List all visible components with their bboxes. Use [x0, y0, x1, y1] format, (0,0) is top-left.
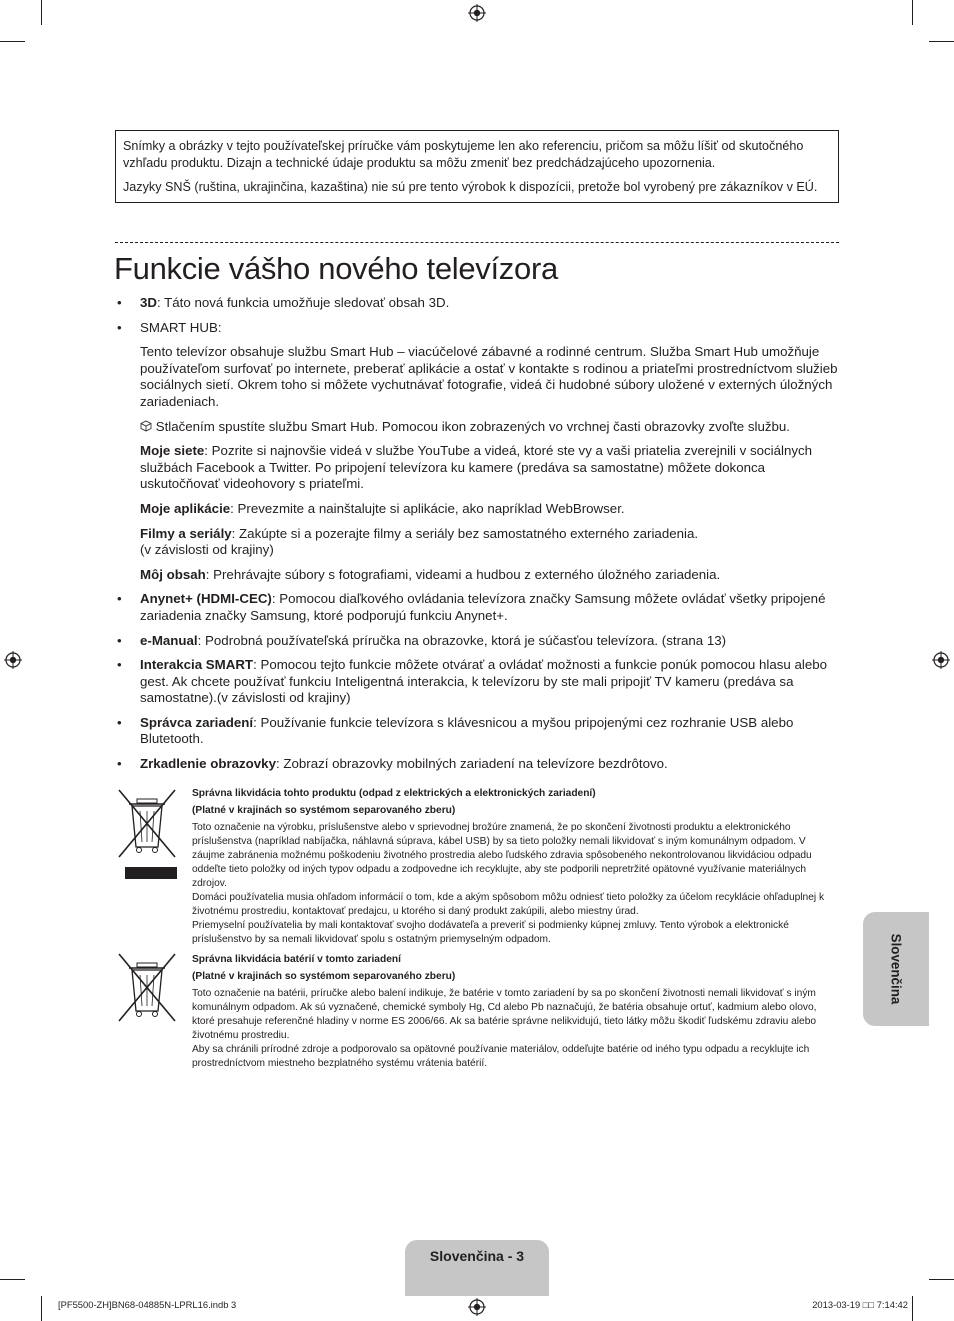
smart-hub-moje-aplikacie: [140, 501, 840, 518]
page-number-tab: [405, 1240, 549, 1296]
notice-paragraph: Toto označenie na výrobku, príslušenstve alebo v sprievodnej brožúre znamená, že po skončení životnosti produktu a elektronického príslušenstva (napríklad nabíjačka, náhlavná súprava, kábel USB) by sa tieto položky nemali likvidovať s iným komunálnym odpadom. V záujme zabránenia možnému poškodeniu životného prostredia alebo ľudského zdravia spôsobeného nekontrolovanou likvidáciou odpadu oddeľte tieto položky od iných typov odpadu a zodpovedne ich recyklujte, aby ste podporili nepretržité opätovné využívanie materiálnych zdrojov.: [192, 822, 812, 889]
crop-mark: [0, 41, 25, 42]
crossed-out-bin-icon: [115, 953, 179, 1025]
page-title: Funkcie vášho nového televízora: [114, 251, 558, 286]
feature-text: :: [217, 319, 222, 335]
feature-text: : Pomocou tejto funkcie môžete otvárať a ovládať možnosti a funkcie ponúk pomocou hlasu alebo gest. Ak chcete používať funkciu Inteligentná interakcia, k televízoru by ste mali pripojiť TV kameru (predáva sa samostatne).(v závislosti od krajiny): [140, 657, 828, 706]
language-side-tab: [863, 912, 929, 1026]
disclaimer-paragraph: Jazyky SNŠ (ruština, ukrajinčina, kazaština) nie sú pre tento výrobok k dispozícii, pretože bol vyrobený pre zákazníkov v EÚ.: [123, 180, 818, 195]
notice-subheading: (Platné v krajinách so systémom separovaného zberu): [192, 971, 456, 982]
crossed-out-bin-icon: [115, 787, 179, 881]
bullet: •: [117, 632, 122, 648]
bullet: •: [117, 319, 122, 335]
smart-hub-moj-obsah: [140, 567, 840, 584]
battery-disposal-notice: [115, 953, 840, 1071]
subfeature-term: Môj obsah: [140, 566, 206, 582]
language-label: Slovenčina: [888, 933, 904, 1005]
feature-zrkadlenie: [115, 756, 840, 773]
subfeature-text: : Zakúpte si a pozerajte filmy a seriály bez samostatného externého zariadenia.: [231, 525, 699, 541]
crop-mark: [41, 0, 42, 25]
subfeature-term: Filmy a seriály: [140, 525, 232, 541]
print-footer-timestamp: 2013-03-19 □□ 7:14:42: [812, 1299, 908, 1310]
crop-mark: [0, 1279, 25, 1280]
bullet: •: [117, 756, 122, 772]
bullet: •: [117, 591, 122, 607]
feature-text: : Podrobná používateľská príručka na obrazovke, ktorá je súčasťou televízora. (strana 13): [197, 632, 727, 648]
smart-hub-instruction: [140, 419, 840, 436]
smart-hub-instruction-text: Stlačením spustíte službu Smart Hub. Pomocou ikon zobrazených vo vrchnej časti obrazovky zvoľte službu.: [155, 418, 790, 434]
feature-term: Interakcia SMART: [140, 657, 254, 673]
print-footer-file: [PF5500-ZH]BN68-04885N-LPRL16.indb 3: [58, 1299, 237, 1310]
feature-interakcia-smart: [115, 657, 840, 707]
notice-paragraph: Priemyselní používatelia by mali kontaktovať svojho dodávateľa a preveriť si podmienky kúpnej zmluvy. Tento výrobok a elektronické príslušenstvo by sa nemali likvidovať spolu s ostatným priemyselným odpadom.: [192, 920, 789, 945]
product-disposal-notice: [115, 787, 840, 947]
feature-spravca-zariadeni: [115, 715, 840, 748]
subfeature-text: : Prevezmite a nainštalujte si aplikácie, ako napríklad WebBrowser.: [230, 500, 625, 516]
smart-hub-button-icon: [140, 420, 152, 432]
notice-heading: Správna likvidácia batérií v tomto zariadení: [192, 954, 401, 965]
disclaimer-box: [115, 130, 839, 203]
feature-text: : Pomocou diaľkového ovládania televízora značky Samsung môžete ovládať všetky pripojené zariadenia značky Samsung, ktoré podporujú funkciu Anynet+.: [140, 591, 826, 623]
subfeature-text: : Prehrávajte súbory s fotografiami, videami a hudbou z externého úložného zariadenia.: [205, 566, 721, 582]
feature-term: Anynet+ (HDMI-CEC): [140, 591, 272, 607]
notice-heading: Správna likvidácia tohto produktu (odpad z elektrických a elektronických zariadení): [192, 788, 596, 799]
feature-anynet: [115, 591, 840, 624]
smart-hub-filmy: [140, 526, 840, 559]
registration-mark-icon: [4, 651, 22, 669]
feature-term: 3D: [140, 295, 157, 310]
subfeature-text: : Pozrite si najnovšie videá v službe YouTube a videá, ktoré ste vy a vaši priatelia zverejnili v sociálnych službách Facebook a Twitter. Po pripojení televízora ku kamere (predáva sa samostatne) môžete dokonca uskutočňovať videohovory s priateľmi.: [140, 443, 813, 492]
page-number: Slovenčina - 3: [429, 1248, 525, 1264]
feature-emanual: [115, 633, 840, 650]
smart-hub-moje-siete: [140, 443, 840, 493]
bullet: •: [117, 657, 122, 673]
feature-term: Správca zariadení: [140, 714, 254, 730]
crop-mark: [929, 41, 954, 42]
registration-mark-icon: [932, 651, 950, 669]
dashed-divider: [115, 242, 839, 243]
feature-term: Zrkadlenie obrazovky: [140, 756, 276, 772]
feature-text: : Táto nová funkcia umožňuje sledovať obsah 3D.: [157, 295, 450, 310]
crop-mark: [912, 0, 913, 25]
feature-text: : Používanie funkcie televízora s klávesnicou a myšou pripojenými cez rozhranie USB alebo Blutetooth.: [140, 714, 794, 747]
subfeature-term: Moje siete: [140, 443, 205, 459]
feature-list: [115, 295, 840, 781]
crop-mark: [912, 1296, 913, 1321]
disposal-notices: [115, 787, 840, 1071]
feature-term: e-Manual: [140, 632, 198, 648]
notice-paragraph: Toto označenie na batérii, príručke alebo balení indikuje, že batérie v tomto zariadení by sa po skončení životnosti nemali likvidovať s iným komunálnym odpadom. Ak sú vyznačené, chemické symboly Hg, Cd alebo Pb naznačujú, že batéria obsahuje ortuť, kadmium alebo olovo, ktoré presahuje referenčné hladiny v norme ES 2006/66. Ak sa batérie správne nelikvidujú, tieto látky môžu škodiť ľudskému zdraviu alebo životnému prostrediu.: [192, 988, 817, 1041]
crop-mark: [929, 1279, 954, 1280]
feature-text: : Zobrazí obrazovky mobilných zariadení na televízore bezdrôtovo.: [275, 756, 668, 772]
registration-mark-icon: [468, 4, 486, 22]
notice-paragraph: Domáci používatelia musia ohľadom informácií o tom, kde a akým spôsobom môžu odniesť tieto položky za účelom recyklácie ohľaduplnej k životnému prostrediu, kontaktovať predajcu, u ktorého si daný produkt zakúpili, alebo miestny úrad.: [192, 892, 825, 917]
notice-paragraph: Aby sa chránili prírodné zdroje a podporovalo sa opätovné používanie materiálov, oddeľujte batérie od iného typu odpadu a recyklujte ich prostredníctvom miestneho bezplatného systému vrátenia batérií.: [192, 1044, 810, 1069]
feature-smart-hub: [115, 320, 840, 584]
registration-mark-icon: [468, 1298, 486, 1316]
crop-mark: [41, 1296, 42, 1321]
feature-term: SMART HUB: [140, 319, 218, 335]
bullet: •: [117, 714, 122, 730]
disclaimer-paragraph: Snímky a obrázky v tejto používateľskej príručke vám poskytujeme len ako referenciu, pričom sa môžu líšiť od skutočného vzhľadu produktu. Dizajn a technické údaje produktu sa môžu zmeniť bez predchádzajúceho upozornenia.: [123, 139, 804, 170]
subfeature-note: (v závislosti od krajiny): [140, 542, 274, 558]
subfeature-term: Moje aplikácie: [140, 500, 231, 516]
feature-3d: [115, 295, 840, 312]
bullet: •: [117, 295, 122, 310]
notice-subheading: (Platné v krajinách so systémom separovaného zberu): [192, 805, 456, 816]
smart-hub-description: Tento televízor obsahuje službu Smart Hub – viacúčelové zábavné a rodinné centrum. Služba Smart Hub umožňuje používateľom surfovať po internete, preberať aplikácie a ostať v kontakte s rodinou a priateľmi prostredníctvom služieb sociálnych sietí. Okrem toho si môžete vychutnávať fotografie, videá či hudobné súbory uložené v externých úložných zariadeniach.: [140, 344, 838, 409]
